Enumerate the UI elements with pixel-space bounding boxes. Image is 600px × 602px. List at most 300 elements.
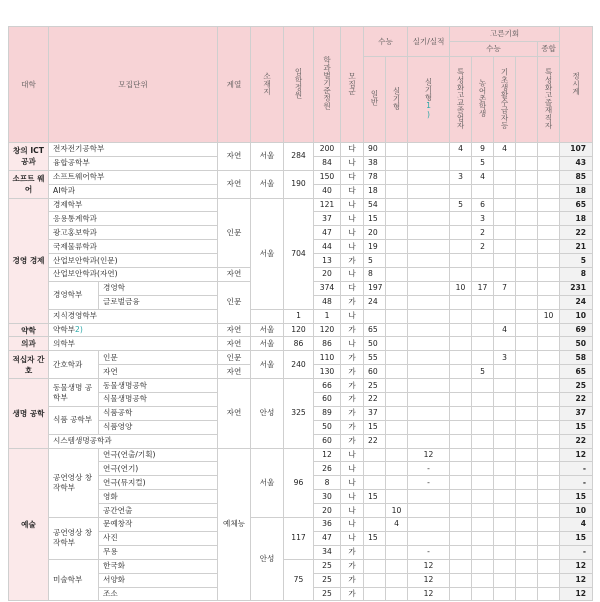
base-cell: 374 xyxy=(314,281,341,295)
cell xyxy=(408,531,450,545)
quota-cell: 120 xyxy=(284,323,314,337)
group-cell: 나 xyxy=(341,309,364,323)
farmer-cell: 17 xyxy=(472,281,494,295)
cell xyxy=(472,379,494,393)
header-special-grad: 특성화고교졸업자 xyxy=(450,57,472,143)
general-cell: 38 xyxy=(364,156,386,170)
header-location: 소재지 xyxy=(251,27,284,143)
general-cell: 55 xyxy=(364,351,386,365)
unit-cell: 전자전기공학부 xyxy=(49,143,218,157)
group-cell: 가 xyxy=(341,545,364,559)
group-cell: 가 xyxy=(341,573,364,587)
base-cell: 12 xyxy=(314,448,341,462)
sub-unit-cell: 연극(뮤지컬) xyxy=(99,476,218,490)
sub-unit-cell: 조소 xyxy=(99,587,218,601)
cell xyxy=(494,379,516,393)
univ-cell: 소프트 웨어 xyxy=(9,170,49,198)
sub-unit-cell: 동물생명공학 xyxy=(99,379,218,393)
track-cell: 자연 xyxy=(218,170,251,198)
general-cell: 65 xyxy=(364,323,386,337)
group-cell: 가 xyxy=(341,365,364,379)
cell xyxy=(516,448,538,462)
sub-unit-cell: 한국화 xyxy=(99,559,218,573)
group-cell: 가 xyxy=(341,434,364,448)
location-cell: 서울 xyxy=(251,448,284,517)
farmer-cell: 9 xyxy=(472,143,494,157)
group-cell: 나 xyxy=(341,531,364,545)
cell xyxy=(494,295,516,309)
cell xyxy=(472,406,494,420)
cell xyxy=(516,309,538,323)
total-cell: 15 xyxy=(560,420,593,434)
cell xyxy=(386,254,408,268)
cell xyxy=(450,365,472,379)
cell xyxy=(494,309,516,323)
cell xyxy=(516,240,538,254)
quota-cell: 96 xyxy=(284,448,314,517)
cell xyxy=(408,323,450,337)
total-cell: 231 xyxy=(560,281,593,295)
cell xyxy=(450,476,472,490)
sub-unit-cell: 식물생명공학 xyxy=(99,393,218,407)
total-cell: 5 xyxy=(560,254,593,268)
cell xyxy=(538,393,560,407)
group-cell: 나 xyxy=(341,337,364,351)
special-work-cell: 10 xyxy=(538,309,560,323)
unit-cell: 약학부2) xyxy=(49,323,218,337)
sub-unit-cell: 식품영양 xyxy=(99,420,218,434)
cell xyxy=(472,545,494,559)
total-cell: 12 xyxy=(560,573,593,587)
total-cell: 25 xyxy=(560,379,593,393)
table-row xyxy=(9,143,593,157)
cell xyxy=(494,476,516,490)
sub-unit-cell: 연극(연기) xyxy=(99,462,218,476)
cell xyxy=(516,559,538,573)
farmer-cell: 6 xyxy=(472,198,494,212)
cell xyxy=(538,406,560,420)
cell xyxy=(450,323,472,337)
cell xyxy=(516,587,538,601)
univ-cell: 적십자 간호 xyxy=(9,351,49,379)
cell xyxy=(364,573,386,587)
cell xyxy=(450,406,472,420)
header-placeholder xyxy=(516,57,538,143)
cell xyxy=(516,156,538,170)
cell xyxy=(386,448,408,462)
base-cell: 26 xyxy=(314,462,341,476)
general-cell: 78 xyxy=(364,170,386,184)
cell xyxy=(364,559,386,573)
cell xyxy=(516,365,538,379)
base-cell: 30 xyxy=(314,490,341,504)
cell xyxy=(386,323,408,337)
general-cell: 60 xyxy=(364,365,386,379)
group-cell: 가 xyxy=(341,406,364,420)
univ-cell: 창의 ICT 공과 xyxy=(9,143,49,171)
cell xyxy=(516,434,538,448)
cell xyxy=(538,240,560,254)
base-cell: 48 xyxy=(314,295,341,309)
practical-cell: - xyxy=(408,462,450,476)
total-cell: 22 xyxy=(560,226,593,240)
quota-cell: 325 xyxy=(284,379,314,448)
base-cell: 86 xyxy=(314,337,341,351)
general-cell: 8 xyxy=(364,268,386,282)
base-cell: 8 xyxy=(314,476,341,490)
cell xyxy=(364,309,386,323)
base-cell: 84 xyxy=(314,156,341,170)
group-cell: 나 xyxy=(341,268,364,282)
group-cell: 나 xyxy=(341,476,364,490)
cell xyxy=(494,212,516,226)
total-cell: - xyxy=(560,462,593,476)
cell xyxy=(472,518,494,532)
basic-cell: 4 xyxy=(494,323,516,337)
group-cell: 나 xyxy=(341,448,364,462)
base-cell: 25 xyxy=(314,587,341,601)
practical-type-cell: 10 xyxy=(386,504,408,518)
location-cell: 서울 xyxy=(251,143,284,171)
group-cell: 나 xyxy=(341,490,364,504)
table-row xyxy=(9,198,593,212)
header-track: 계열 xyxy=(218,27,251,143)
special-grad-cell: 5 xyxy=(450,198,472,212)
special-grad-cell: 3 xyxy=(450,170,472,184)
unit-cell: 공연영상 창작학부 xyxy=(49,518,99,560)
cell xyxy=(450,226,472,240)
table-row xyxy=(9,323,593,337)
track-cell: 인문 xyxy=(218,281,251,323)
cell xyxy=(386,490,408,504)
header-quota: 입학정원 xyxy=(284,27,314,143)
cell xyxy=(386,212,408,226)
cell xyxy=(450,587,472,601)
cell xyxy=(494,240,516,254)
table-row xyxy=(9,559,593,573)
track-cell: 인문 xyxy=(218,198,251,267)
cell xyxy=(450,462,472,476)
base-cell: 25 xyxy=(314,573,341,587)
cell xyxy=(450,420,472,434)
cell xyxy=(494,573,516,587)
practical-cell: 12 xyxy=(408,559,450,573)
general-cell: 15 xyxy=(364,420,386,434)
cell xyxy=(408,240,450,254)
location-cell: 안성 xyxy=(251,379,284,448)
cell xyxy=(450,254,472,268)
univ-cell: 의과 xyxy=(9,337,49,351)
cell xyxy=(516,393,538,407)
general-cell: 15 xyxy=(364,212,386,226)
cell xyxy=(538,295,560,309)
cell xyxy=(494,559,516,573)
basic-cell: 7 xyxy=(494,281,516,295)
cell xyxy=(494,406,516,420)
base-cell: 200 xyxy=(314,143,341,157)
cell xyxy=(516,295,538,309)
total-cell: - xyxy=(560,476,593,490)
cell xyxy=(386,337,408,351)
cell xyxy=(516,462,538,476)
base-cell: 50 xyxy=(314,420,341,434)
sub-unit-cell: 연극(연출/기획) xyxy=(99,448,218,462)
table-row xyxy=(9,448,593,462)
cell xyxy=(516,545,538,559)
cell xyxy=(538,351,560,365)
cell xyxy=(408,295,450,309)
track-cell: 인문 xyxy=(218,351,251,365)
cell xyxy=(472,295,494,309)
location-cell: 서울 xyxy=(251,170,284,198)
total-cell: 18 xyxy=(560,212,593,226)
total-cell: 22 xyxy=(560,393,593,407)
cell xyxy=(386,531,408,545)
univ-cell: 약학 xyxy=(9,323,49,337)
cell xyxy=(516,268,538,282)
group-cell: 가 xyxy=(341,559,364,573)
unit-cell: 응용통계학과 xyxy=(49,212,218,226)
total-cell: 107 xyxy=(560,143,593,157)
group-cell: 다 xyxy=(341,143,364,157)
sub-unit-cell: 서양화 xyxy=(99,573,218,587)
cell xyxy=(364,518,386,532)
cell xyxy=(386,170,408,184)
cell xyxy=(386,184,408,198)
base-cell: 20 xyxy=(314,504,341,518)
quota-cell: 284 xyxy=(284,143,314,171)
cell xyxy=(516,379,538,393)
cell xyxy=(450,448,472,462)
base-cell: 47 xyxy=(314,226,341,240)
cell xyxy=(516,406,538,420)
practical-cell: 12 xyxy=(408,587,450,601)
cell xyxy=(386,143,408,157)
total-cell: - xyxy=(560,545,593,559)
cell xyxy=(538,281,560,295)
cell xyxy=(450,434,472,448)
header-special-work: 특성화고졸재직자 xyxy=(538,57,560,143)
cell xyxy=(450,504,472,518)
cell xyxy=(538,184,560,198)
base-cell: 120 xyxy=(314,323,341,337)
unit-cell: 간호학과 xyxy=(49,351,99,379)
cell xyxy=(538,531,560,545)
header-suneung: 수능 xyxy=(364,27,408,57)
base-cell: 20 xyxy=(314,268,341,282)
cell xyxy=(538,365,560,379)
farmer-cell: 3 xyxy=(472,212,494,226)
cell xyxy=(450,268,472,282)
cell xyxy=(408,337,450,351)
general-cell: 54 xyxy=(364,198,386,212)
base-cell: 110 xyxy=(314,351,341,365)
total-cell: 37 xyxy=(560,406,593,420)
sub-unit-cell: 식품공학 xyxy=(99,406,218,420)
location-cell: 서울 xyxy=(251,351,284,379)
unit-cell: 공연영상 창작학부 xyxy=(49,448,99,517)
cell xyxy=(494,490,516,504)
cell xyxy=(516,573,538,587)
cell xyxy=(538,170,560,184)
base-cell: 150 xyxy=(314,170,341,184)
cell xyxy=(408,490,450,504)
cell xyxy=(364,587,386,601)
cell xyxy=(386,226,408,240)
cell xyxy=(494,254,516,268)
total-cell: 4 xyxy=(560,518,593,532)
basic-cell: 4 xyxy=(494,143,516,157)
cell xyxy=(386,309,408,323)
cell xyxy=(494,531,516,545)
cell xyxy=(450,351,472,365)
total-cell: 18 xyxy=(560,184,593,198)
group-cell: 가 xyxy=(341,295,364,309)
cell xyxy=(386,365,408,379)
cell xyxy=(450,184,472,198)
unit-cell: 식품 공학부 xyxy=(49,406,99,434)
cell xyxy=(538,337,560,351)
cell xyxy=(408,281,450,295)
cell xyxy=(408,379,450,393)
group-cell: 나 xyxy=(341,504,364,518)
base-cell: 44 xyxy=(314,240,341,254)
cell xyxy=(386,351,408,365)
header-unit: 모집단위 xyxy=(49,27,218,143)
total-cell: 24 xyxy=(560,295,593,309)
header-farmer: 농어촌학생 xyxy=(472,57,494,143)
unit-cell: 융합공학부 xyxy=(49,156,218,170)
base-cell: 36 xyxy=(314,518,341,532)
cell xyxy=(538,420,560,434)
general-cell: 15 xyxy=(364,490,386,504)
sub-unit-cell: 무용 xyxy=(99,545,218,559)
cell xyxy=(386,420,408,434)
cell xyxy=(450,545,472,559)
cell xyxy=(364,504,386,518)
cell xyxy=(450,559,472,573)
farmer-cell: 5 xyxy=(472,365,494,379)
admission-table-container xyxy=(8,26,592,601)
cell xyxy=(538,254,560,268)
quota-cell: 1 xyxy=(284,309,314,323)
sub-unit-cell: 문예창작 xyxy=(99,518,218,532)
cell xyxy=(450,240,472,254)
cell xyxy=(494,365,516,379)
cell xyxy=(472,184,494,198)
cell xyxy=(472,490,494,504)
cell xyxy=(494,393,516,407)
header-total: 정시계 xyxy=(560,27,593,143)
group-cell: 다 xyxy=(341,170,364,184)
cell xyxy=(472,531,494,545)
sub-unit-cell: 사진 xyxy=(99,531,218,545)
quota-cell: 704 xyxy=(284,198,314,309)
quota-cell: 190 xyxy=(284,170,314,198)
header-base: 학과별기준정원 xyxy=(314,27,341,143)
cell xyxy=(408,254,450,268)
total-cell: 21 xyxy=(560,240,593,254)
cell xyxy=(516,226,538,240)
cell xyxy=(408,406,450,420)
cell xyxy=(408,351,450,365)
cell xyxy=(516,254,538,268)
base-cell: 60 xyxy=(314,434,341,448)
cell xyxy=(516,420,538,434)
base-cell: 40 xyxy=(314,184,341,198)
general-cell: 20 xyxy=(364,226,386,240)
basic-cell: 3 xyxy=(494,351,516,365)
header-equal: 고른기회 xyxy=(450,27,560,42)
special-grad-cell: 4 xyxy=(450,143,472,157)
total-cell: 50 xyxy=(560,337,593,351)
practical-cell: - xyxy=(408,476,450,490)
cell xyxy=(472,309,494,323)
header-practical: 실기/실적 xyxy=(408,27,450,57)
admission-table xyxy=(8,26,593,601)
track-cell: 자연 xyxy=(218,379,251,448)
unit-cell: 국제물류학과 xyxy=(49,240,218,254)
cell xyxy=(408,184,450,198)
group-cell: 가 xyxy=(341,420,364,434)
general-cell: 22 xyxy=(364,434,386,448)
track-cell: 자연 xyxy=(218,337,251,351)
cell xyxy=(408,504,450,518)
table-header xyxy=(9,27,593,143)
cell xyxy=(386,462,408,476)
total-cell: 65 xyxy=(560,365,593,379)
location-cell: 서울 xyxy=(251,337,284,351)
sub-unit-cell: 자연 xyxy=(99,365,218,379)
cell xyxy=(516,476,538,490)
cell xyxy=(408,226,450,240)
cell xyxy=(516,337,538,351)
cell xyxy=(516,184,538,198)
cell xyxy=(538,545,560,559)
farmer-cell: 5 xyxy=(472,156,494,170)
total-cell: 10 xyxy=(560,309,593,323)
total-cell: 65 xyxy=(560,198,593,212)
practical-cell: 12 xyxy=(408,448,450,462)
cell xyxy=(472,504,494,518)
table-row xyxy=(9,309,593,323)
table-row xyxy=(9,518,593,532)
cell xyxy=(408,365,450,379)
cell xyxy=(408,143,450,157)
sub-unit-cell: 영화 xyxy=(99,490,218,504)
group-cell: 가 xyxy=(341,351,364,365)
cell xyxy=(408,420,450,434)
cell xyxy=(494,462,516,476)
cell xyxy=(472,462,494,476)
farmer-cell: 2 xyxy=(472,240,494,254)
cell xyxy=(408,309,450,323)
base-cell: 66 xyxy=(314,379,341,393)
cell xyxy=(450,212,472,226)
cell xyxy=(538,268,560,282)
cell xyxy=(494,504,516,518)
table-row xyxy=(9,337,593,351)
cell xyxy=(472,323,494,337)
cell xyxy=(494,587,516,601)
general-cell: 22 xyxy=(364,393,386,407)
general-cell: 24 xyxy=(364,295,386,309)
cell xyxy=(386,434,408,448)
location-cell: 안성 xyxy=(251,518,284,601)
cell xyxy=(408,170,450,184)
sub-unit-cell: 공간연출 xyxy=(99,504,218,518)
cell xyxy=(538,504,560,518)
